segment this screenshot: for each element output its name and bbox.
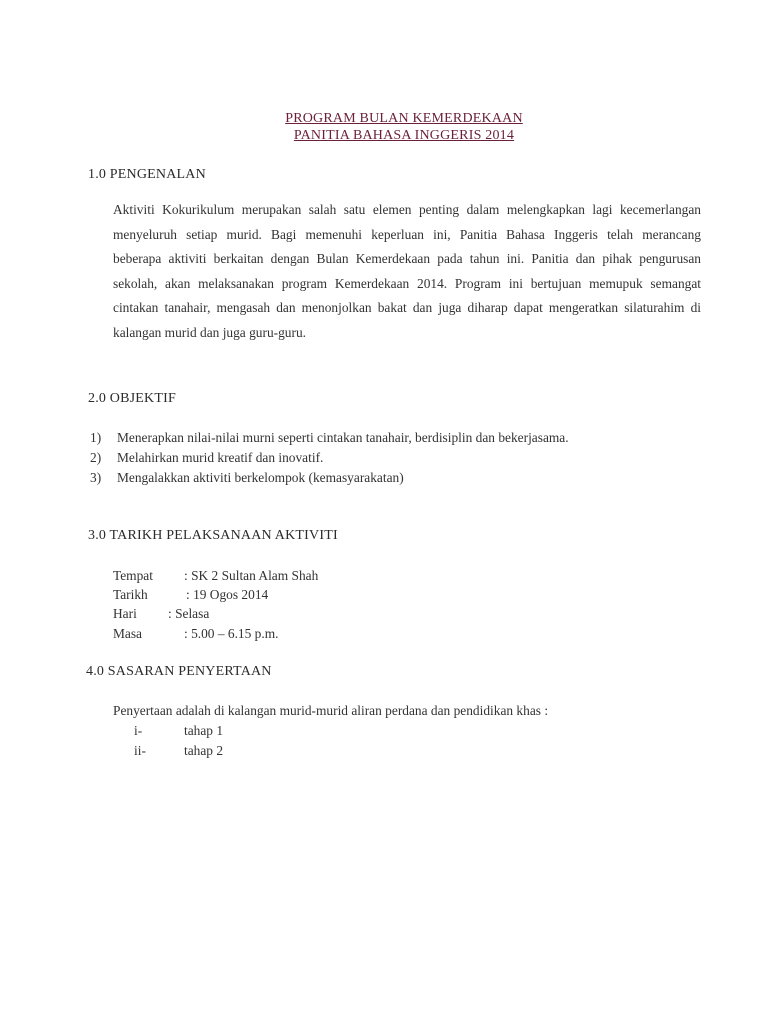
level-text: tahap 2 — [184, 743, 224, 758]
detail-value: : Selasa — [168, 606, 210, 621]
document-title-line-2: PANITIA BAHASA INGGERIS 2014 — [293, 128, 515, 143]
section-1-heading: 1.0 PENGENALAN — [88, 167, 206, 182]
list-number: 1) — [90, 430, 102, 445]
detail-value: : SK 2 Sultan Alam Shah — [184, 568, 319, 583]
detail-label: Hari — [113, 606, 137, 621]
detail-value: : 19 Ogos 2014 — [186, 587, 269, 602]
paragraph-line: Aktiviti Kokurikulum merupakan salah satu elemen penting dalam melengkapkan lagi kecemerlangan — [113, 202, 701, 217]
participation-intro: Penyertaan adalah di kalangan murid-murid aliran perdana dan pendidikan khas : — [113, 703, 549, 718]
section-4-heading: 4.0 SASARAN PENYERTAAN — [86, 664, 272, 679]
paragraph-line: menyeluruh setiap murid. Bagi memenuhi keperluan ini, Panitia Bahasa Inggeris telah merancang — [113, 226, 701, 242]
detail-label: Tarikh — [113, 587, 148, 602]
paragraph-line: beberapa aktiviti berkaitan dengan Bulan Kemerdekaan pada tahun ini. Panitia dan pihak pengurusan — [113, 251, 701, 266]
section-2-heading: 2.0 OBJEKTIF — [88, 391, 176, 406]
detail-label: Masa — [113, 626, 143, 641]
paragraph-line: kalangan murid dan juga guru-guru. — [113, 324, 306, 340]
level-text: tahap 1 — [184, 723, 224, 738]
list-text: Mengalakkan aktiviti berkelompok (kemasyarakatan) — [117, 470, 404, 485]
list-number: 3) — [90, 470, 102, 485]
list-number: 2) — [90, 450, 102, 465]
section-3-heading: 3.0 TARIKH PELAKSANAAN AKTIVITI — [88, 528, 338, 543]
document-title-line-1: PROGRAM BULAN KEMERDEKAAN — [285, 111, 523, 126]
list-text: Melahirkan murid kreatif dan inovatif. — [117, 450, 324, 465]
paragraph-line: sekolah, akan melaksanakan program Kemerdekaan 2014. Program ini bertujuan memupuk semangat — [113, 275, 701, 291]
level-number: i- — [134, 723, 143, 738]
paragraph-line: cintakan tanahair, mengasah dan menonjolkan bakat dan juga diharap dapat mengeratkan silaturahim di — [113, 300, 701, 315]
list-text: Menerapkan nilai-nilai murni seperti cintakan tanahair, berdisiplin dan bekerjasama. — [117, 430, 569, 445]
detail-value: : 5.00 – 6.15 p.m. — [184, 626, 279, 641]
level-number: ii- — [134, 743, 146, 758]
detail-label: Tempat — [113, 568, 153, 583]
section-1-paragraph — [113, 198, 701, 345]
